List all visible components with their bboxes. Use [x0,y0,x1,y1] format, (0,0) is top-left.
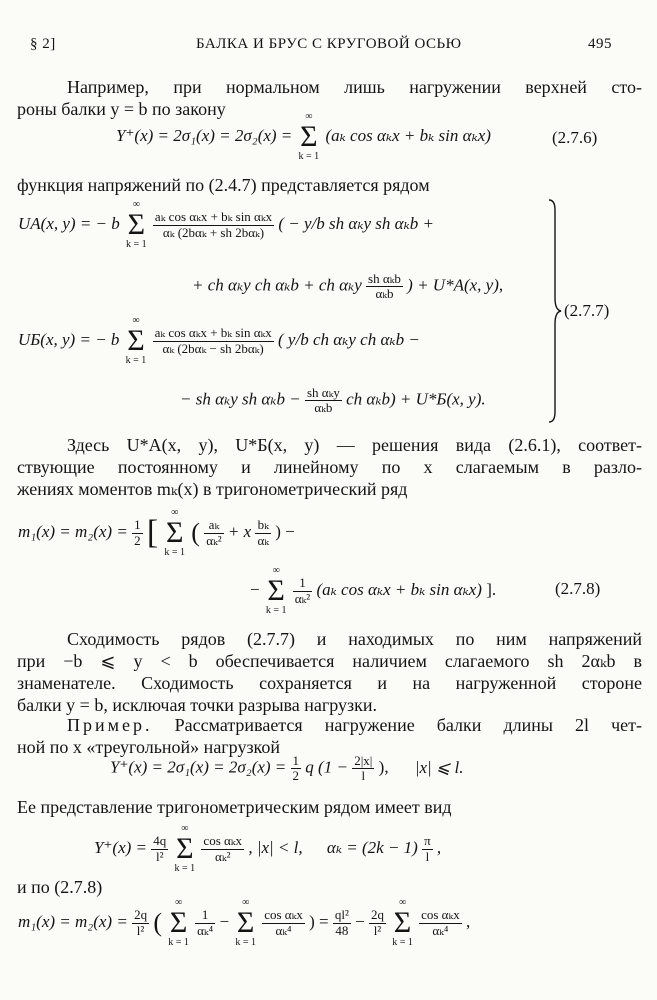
eq-text: q (1 − [305,757,348,777]
eq-rest: ( y/b ch αₖy ch αₖb − [278,329,420,349]
eq-text: ), [378,757,389,777]
example-lead: Пример. [67,715,153,735]
frac-denominator: l² [156,848,164,864]
text-line: роны балки y = b по закону [17,99,226,119]
fraction [419,908,462,938]
frac-numerator: aₖ cos αₖx + bₖ sin αₖx [154,325,272,341]
frac-denominator: αₖ⁴ [197,922,214,938]
sum-symbol: ∞ Σ k = 1 [168,897,189,948]
sum-symbol: ∞ Σ k = 1 [265,565,287,616]
frac-numerator: cos αₖx [264,907,303,923]
sum-symbol: ∞ Σ k = 1 [125,315,147,366]
sum-upper: ∞ [305,111,313,122]
paragraph-and-by [17,876,642,898]
text-line: жениях моментов mₖ(x) в тригонометрический ряд [17,479,408,499]
eq-lhs: Y⁺(x) = [94,837,148,857]
sum-symbol: ∞ Σ k = 1 [235,897,256,948]
page-number: 495 [588,36,612,52]
fraction [201,834,244,864]
equation-2-7-6 [116,112,491,162]
eq-text: + x [227,521,252,541]
eq-text: ) + U*А(x, y), [407,275,504,295]
frac-numerator: 2q [134,907,148,923]
frac-denominator: αₖ⁴ [275,922,292,938]
fraction [366,272,403,302]
text-line: ной по x «треугольной» нагрузкой [17,737,281,757]
fraction [151,834,168,864]
frac-denominator: l [361,768,366,784]
eq-lhs: Y⁺(x) = 2σ₁(x) = 2σ₂(x) = [116,125,293,145]
sum-symbol: ∞ Σ k = 1 [174,823,196,874]
eq-text: − [219,911,230,931]
sum-lower: k = 1 [265,605,287,616]
equation-number: (2.7.8) [555,579,601,598]
frac-numerator: bₖ [255,518,271,533]
frac-denominator: αₖ² [215,848,231,864]
frac-denominator: αₖb [375,286,394,302]
text-line: Здесь U*А(x, y), U*Б(x, y) — решения вида (2.6.1), соответ- [67,435,642,455]
frac-denominator: αₖ [257,532,269,548]
sum-symbol: ∞ Σ k = 1 [164,507,186,558]
eq-lhs: Y⁺(x) = 2σ₁(x) = 2σ₂(x) = [110,757,287,777]
eq-text: ]. [486,579,497,599]
frac-numerator: 1 [293,576,312,591]
text-fragment: Рассматривается нагружение балки длины 2l чет- [174,715,642,735]
paragraph-convergence [17,628,642,716]
frac-denominator: l [425,848,430,864]
frac-numerator: π [424,833,431,849]
frac-numerator: cos αₖx [203,833,243,849]
running-title: БАЛКА И БРУС С КРУГОВОЙ ОСЬЮ [196,36,462,52]
equation-2-7-8-line2 [250,566,496,616]
text-line: знаменателе. Сходимость сохраняется и на нагруженной стороне [17,673,642,693]
fraction: $\frac{1}{2}$ [134,517,141,548]
fraction [132,908,149,938]
text-line: и по (2.7.8) [17,877,103,897]
sum-upper: ∞ [132,315,140,326]
equation-2-7-7-ua-line2 [192,272,503,302]
equation-2-7-7-ua-line1 [18,200,434,250]
eq-text: , [436,837,442,857]
paragraph-representation [17,796,642,818]
text-line: ствующие постоянному и линейному по x слагаемым в разло- [17,457,642,477]
sum-lower: k = 1 [164,547,186,558]
frac-denominator: l² [373,922,382,938]
frac-denominator: αₖ (2bαₖ + sh 2bαₖ) [162,224,265,240]
frac-numerator: 4q [153,833,167,849]
eq-lhs: m₁(x) = m₂(x) = [18,521,128,541]
paragraph-here [17,434,642,500]
eq-text: − sh αₖy sh αₖb − [180,389,301,409]
sum-lower: k = 1 [125,355,147,366]
frac-numerator: sh αₖb [368,271,401,286]
sum-symbol: ∞ Σ k = 1 [298,111,320,162]
eq-body: (aₖ cos αₖx + bₖ sin αₖx) [325,125,491,145]
fraction [305,386,342,416]
sum-upper: ∞ [171,507,179,518]
eq-text: ) − [275,521,295,541]
fraction [333,908,351,938]
text-line [17,714,642,736]
sum-upper: ∞ [132,199,140,210]
right-brace [545,198,565,424]
sum-symbol: ∞ Σ k = 1 [392,897,413,948]
sum-symbol: ∞ Σ k = 1 [126,199,147,250]
fraction [195,908,215,938]
frac-denominator: αₖ⁴ [432,922,449,938]
equation-2-7-7-ub-line1 [18,316,420,366]
fraction [293,576,312,606]
sum-lower: k = 1 [126,239,147,250]
frac-numerator: aₖ cos αₖx + bₖ sin αₖx [154,209,273,225]
frac-denominator: αₖ² [294,590,311,606]
frac-numerator: 1 [195,908,215,923]
text-line: при −b ⩽ y < b обеспечивается наличием слагаемого sh 2αₖb в [17,651,642,671]
eq-text: + ch αₖy ch αₖb + ch αₖy [192,275,362,295]
text-line: балки y = b, исключая точки разрыва нагрузки. [17,695,378,715]
frac-denominator: αₖb [314,400,333,416]
fraction [422,834,433,864]
frac-numerator: sh αₖy [306,385,340,400]
text-line: Ее представление тригонометрическим рядом имеет вид [17,797,452,817]
text-line: Например, при нормальном лишь нагружении верхней сто- [67,77,642,97]
eq-text: , [465,911,471,931]
fraction [153,326,274,356]
frac-numerator: ql² [334,907,349,923]
equation-2-7-8-line1: m₁(x) = m₂(x) = $\frac{1}{2}$ [ ∞ Σ k = 1 ( $\frac{\text{aₖ}}{\text{αₖ²}}$ + x $\frac{\text{bₖ}}{\text{αₖ}}$ ) − [18,507,295,558]
frac-numerator: 2|x| [354,753,373,768]
eq-lhs: UА(x, y) = − b [18,213,120,233]
frac-numerator: aₖ [204,518,223,533]
frac-numerator: 2q [370,907,384,923]
equation-final: m₁(x) = m₂(x) = $\frac{2q}{\text{l²}}$ ( ∞ Σ k = 1 $\frac{1}{\text{αₖ⁴}}$ − ∞ Σ k = 1 $\frac{\text{cos αₖx}}{\text{αₖ⁴}}$ ) = $\frac{\text{ql²}}{48}$ − $\frac{2q}{\text{l²}}$ ∞ Σ k = 1 $\frac{\text{cos αₖx}}{\text{αₖ⁴}}$ , [18,897,471,948]
eq-lhs: m₁(x) = m₂(x) = [18,911,128,931]
eq-condition: |x| ⩽ l. [414,757,464,777]
eq-text: αₖ = (2k − 1) [326,837,418,857]
fraction [255,518,271,548]
fraction: $\frac{1}{2}$ [292,753,300,784]
section-ref: § 2] [30,36,56,52]
eq-body: (aₖ cos αₖx + bₖ sin αₖx) [316,579,482,599]
eq-text: − [250,579,260,599]
fraction [352,754,374,784]
equation-series [94,824,441,874]
frac-numerator: cos αₖx [421,907,460,923]
eq-text: ch αₖb) + U*Б(x, y). [346,389,486,409]
eq-lhs: UБ(x, y) = − b [18,329,120,349]
fraction [204,518,223,548]
frac-denominator: αₖ² [206,532,222,548]
eq-text: ) = [309,911,329,931]
frac-denominator: αₖ (2bαₖ − sh 2bαₖ) [162,340,264,356]
fraction [262,908,305,938]
text-line: Сходимость рядов (2.7.7) и находимых по ним напряжений [67,629,642,649]
equation-number: (2.7.7) [564,301,610,320]
fraction [369,908,386,938]
paragraph-example [17,714,642,758]
equation-triangle-load [110,754,463,784]
frac-denominator: 48 [335,922,349,938]
sum-upper: ∞ [272,565,280,576]
sum-lower: k = 1 [298,151,320,162]
paragraph-stress-function [17,174,642,196]
equation-2-7-7-ub-line2 [180,386,486,416]
equation-number: (2.7.6) [552,128,598,147]
frac-denominator: l² [136,922,145,938]
fraction [153,210,274,240]
eq-condition: , |x| < l, [248,837,303,857]
bracket-open: [ [146,514,159,551]
text-line: функция напряжений по (2.4.7) представляется рядом [17,175,430,195]
eq-rest: ( − y/b sh αₖy sh αₖb + [278,213,435,233]
